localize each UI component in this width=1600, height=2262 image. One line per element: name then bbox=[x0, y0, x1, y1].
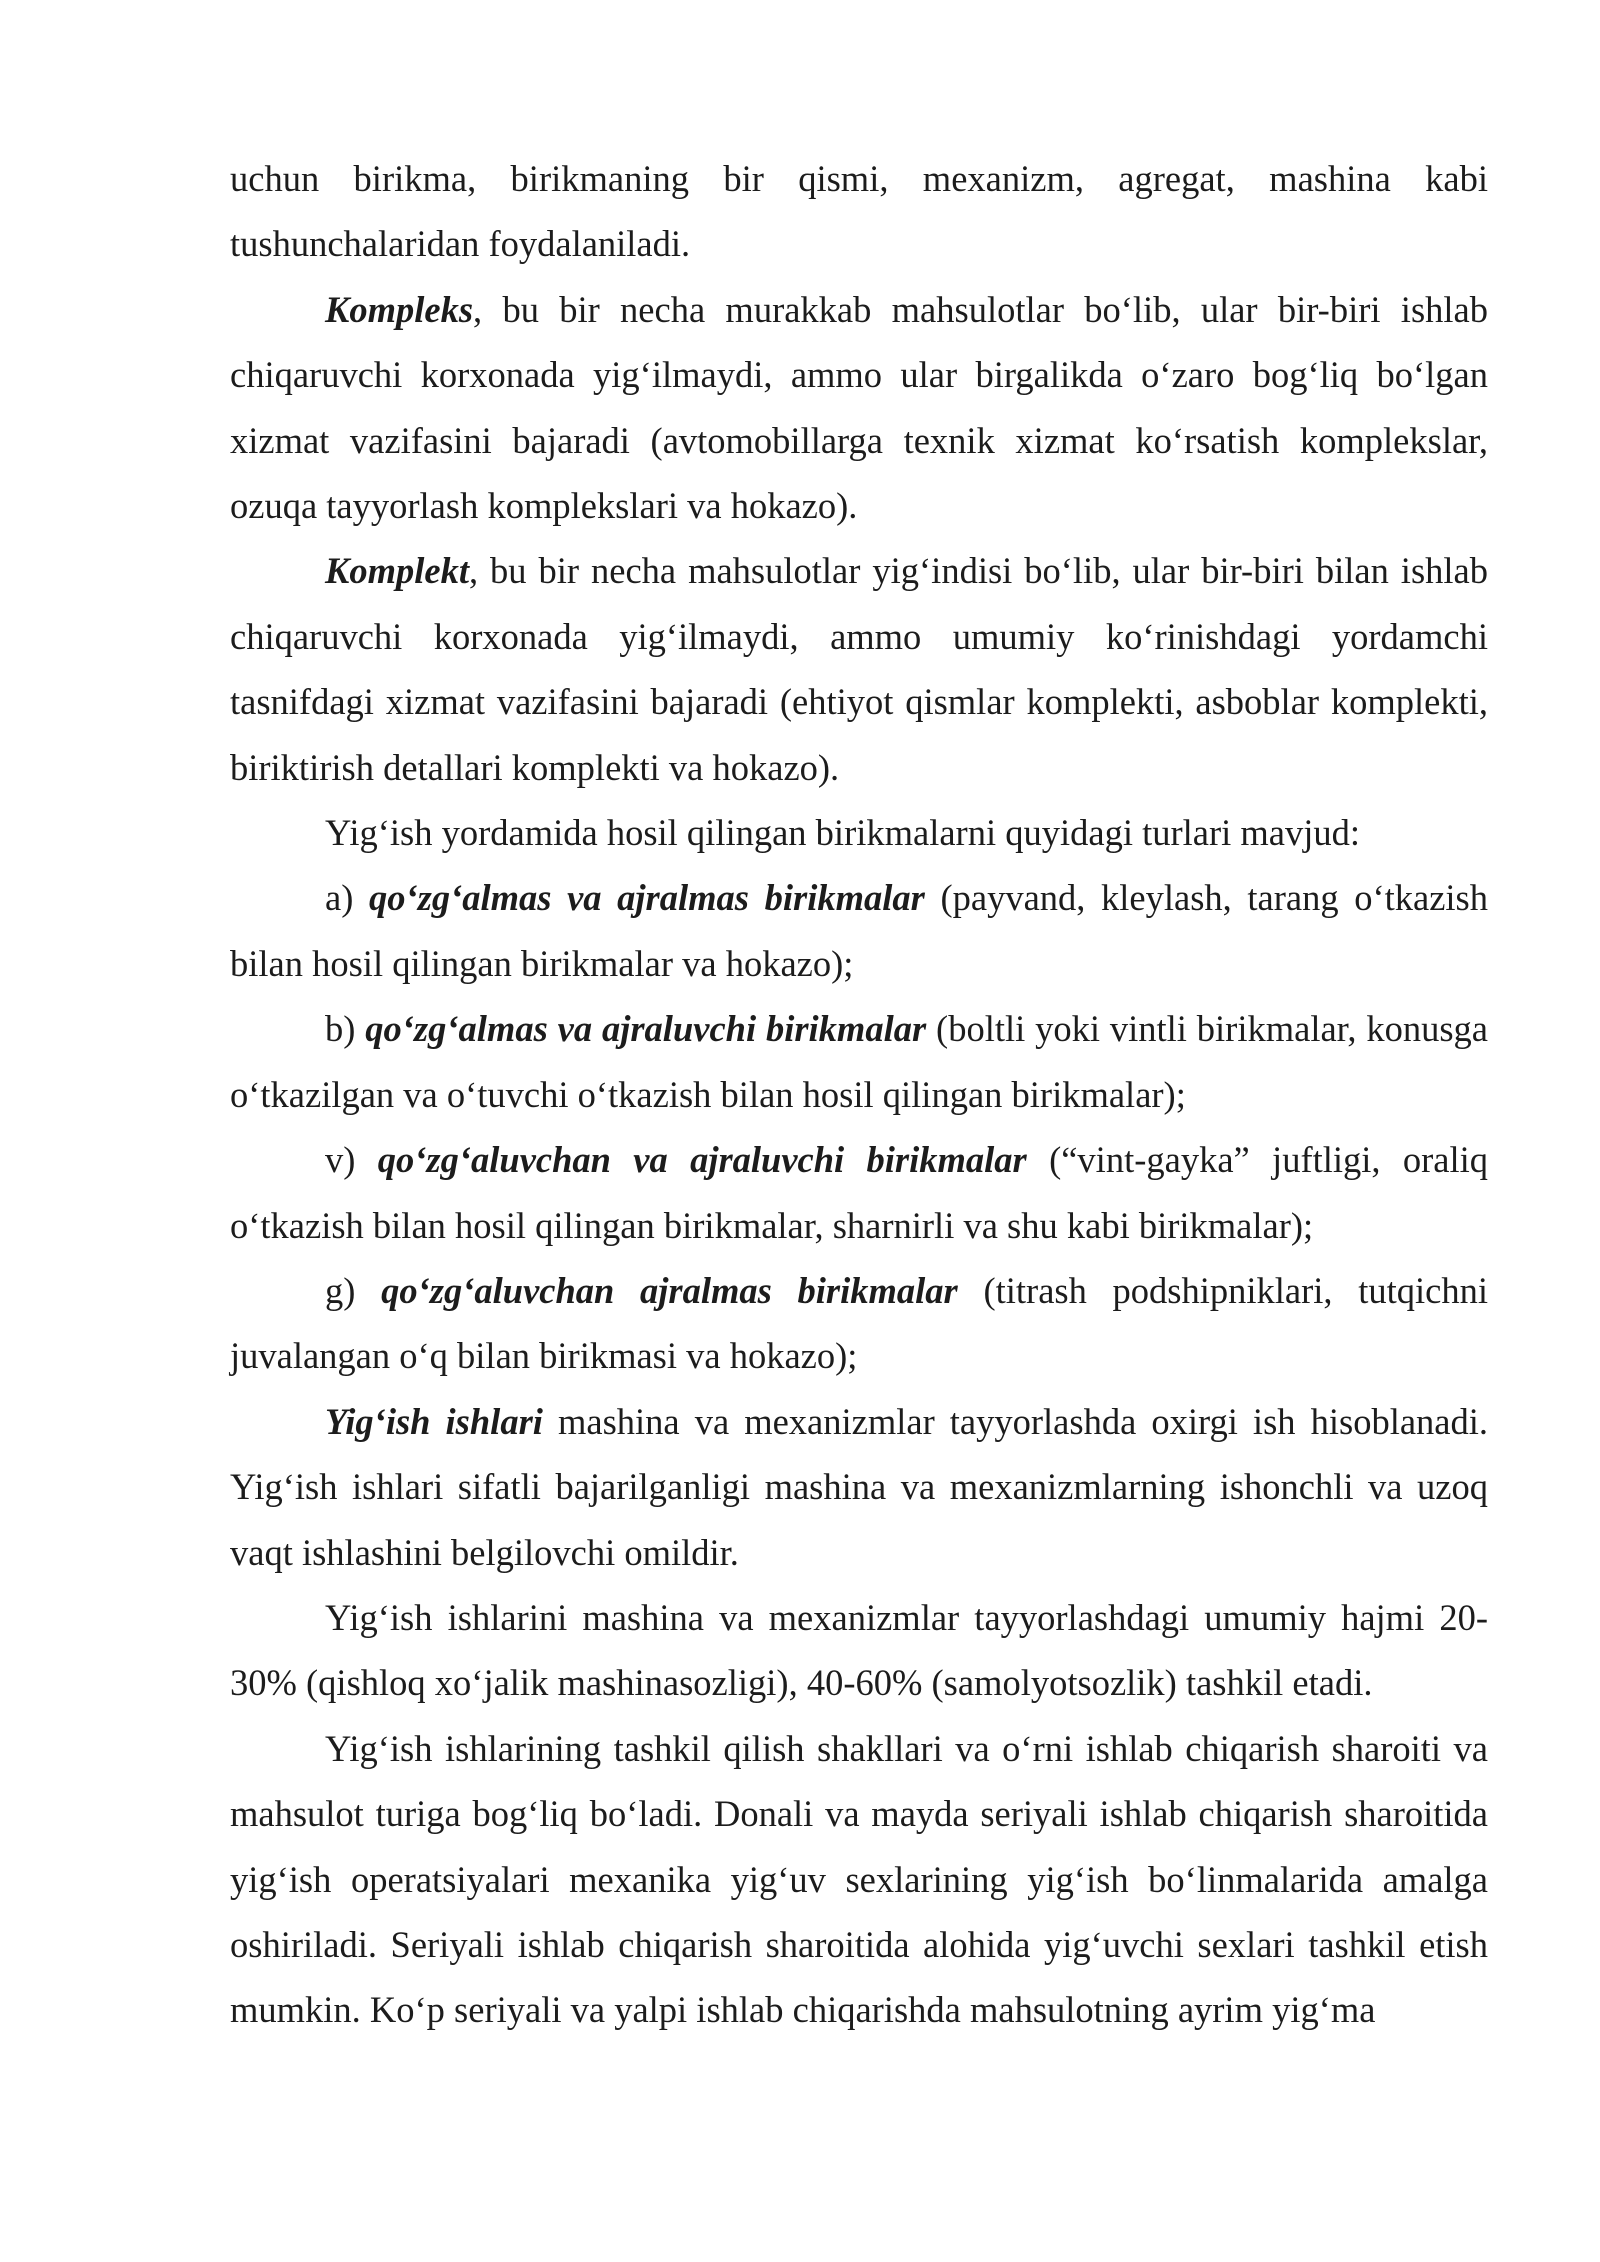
paragraph-assembly-share bbox=[230, 1585, 1488, 1716]
term-assembly-work: Yig‘ish ishlari bbox=[325, 1400, 543, 1442]
paragraph-intro-continuation bbox=[230, 146, 1488, 277]
paragraph-komplekt bbox=[230, 538, 1488, 800]
term-fixed-separable: qo‘zg‘almas va ajraluvchi birikmalar bbox=[365, 1008, 927, 1050]
paragraph-assembly-work bbox=[230, 1389, 1488, 1585]
paragraph-text: (payvand, kleylash, tarang o‘tkazish bilan hosil qilingan birikmalar va hokazo); bbox=[230, 877, 1488, 984]
list-item-b bbox=[230, 996, 1488, 1127]
paragraph-text: Yig‘ish ishlarining tashkil qilish shakllari va o‘rni ishlab chiqarish sharoiti va mahsulot turiga bog‘liq bo‘ladi. Donali va mayda seriyali ishlab chiqarish sharoitida yig‘ish operatsiyalari mexanika yig‘uv sexlarining yig‘ish bo‘linmalarida amalga oshiriladi. Seriyali ishlab chiqarish sharoitida alohida yig‘uvchi sexlari tashkil etish mumkin. Ko‘p seriyali va yalpi ishlab chiqarishda mahsulotning ayrim yig‘ma bbox=[230, 1727, 1488, 2031]
paragraph-kompleks bbox=[230, 277, 1488, 539]
paragraph-text: uchun birikma, birikmaning bir qismi, mexanizm, agregat, mashina kabi tushunchalaridan foydalaniladi. bbox=[230, 158, 1488, 265]
paragraph-joint-types-intro bbox=[230, 800, 1488, 865]
term-fixed-inseparable: qo‘zg‘almas va ajralmas birikmalar bbox=[368, 877, 925, 919]
term-kompleks: Kompleks bbox=[325, 288, 474, 330]
list-marker: b) bbox=[325, 1008, 366, 1050]
paragraph-assembly-organization bbox=[230, 1716, 1488, 2043]
list-item-v bbox=[230, 1127, 1488, 1258]
paragraph-text: Yig‘ish ishlarini mashina va mexanizmlar tayyorlashdagi umumiy hajmi 20-30% (qishloq xo‘jalik mashinasozligi), 40-60% (samolyotsozlik) tashkil etadi. bbox=[230, 1596, 1488, 1704]
paragraph-text: Yig‘ish yordamida hosil qilingan birikmalarni quyidagi turlari mavjud: bbox=[325, 812, 1361, 854]
term-movable-inseparable: qo‘zg‘aluvchan ajralmas birikmalar bbox=[381, 1269, 958, 1311]
list-marker: a) bbox=[325, 877, 369, 919]
term-movable-separable: qo‘zg‘aluvchan va ajraluvchi birikmalar bbox=[377, 1139, 1027, 1181]
paragraph-text: , bu bir necha mahsulotlar yig‘indisi bo‘lib, ular bir-biri bilan ishlab chiqaruvchi korxonada yig‘ilmaydi, ammo umumiy ko‘rinishdagi yordamchi tasnifdagi xizmat vazifasini bajaradi (ehtiyot qismlar komplekti, asboblar komplekti, biriktirish detallari komplekti va hokazo). bbox=[230, 550, 1488, 788]
list-marker: v) bbox=[325, 1139, 378, 1181]
paragraph-text: mashina va mexanizmlar tayyorlashda oxirgi ish hisoblanadi. Yig‘ish ishlari sifatli bajarilganligi mashina va mexanizmlarning ishonchli va uzoq vaqt ishlashini belgilovchi omildir. bbox=[230, 1400, 1488, 1573]
list-item-g bbox=[230, 1258, 1488, 1389]
list-item-a bbox=[230, 865, 1488, 996]
term-komplekt: Komplekt bbox=[325, 550, 469, 592]
paragraph-text: , bu bir necha murakkab mahsulotlar bo‘lib, ular bir-biri ishlab chiqaruvchi korxonada yig‘ilmaydi, ammo ular birgalikda o‘zaro bog‘liq bo‘lgan xizmat vazifasini bajaradi (avtomobillarga texnik xizmat ko‘rsatish komplekslar, ozuqa tayyorlash komplekslari va hokazo). bbox=[230, 288, 1488, 527]
list-marker: g) bbox=[325, 1269, 382, 1311]
paragraph-text: (“vint-gayka” juftligi, oraliq o‘tkazish bilan hosil qilingan birikmalar, sharnirli va shu kabi birikmalar); bbox=[230, 1139, 1489, 1246]
paragraph-text: (titrash podshipniklari, tutqichni juvalangan o‘q bilan birikmasi va hokazo); bbox=[230, 1269, 1489, 1377]
document-page bbox=[230, 146, 1488, 2043]
paragraph-text: (boltli yoki vintli birikmalar, konusga o‘tkazilgan va o‘tuvchi o‘tkazish bilan hosil qilingan birikmalar); bbox=[230, 1008, 1489, 1115]
